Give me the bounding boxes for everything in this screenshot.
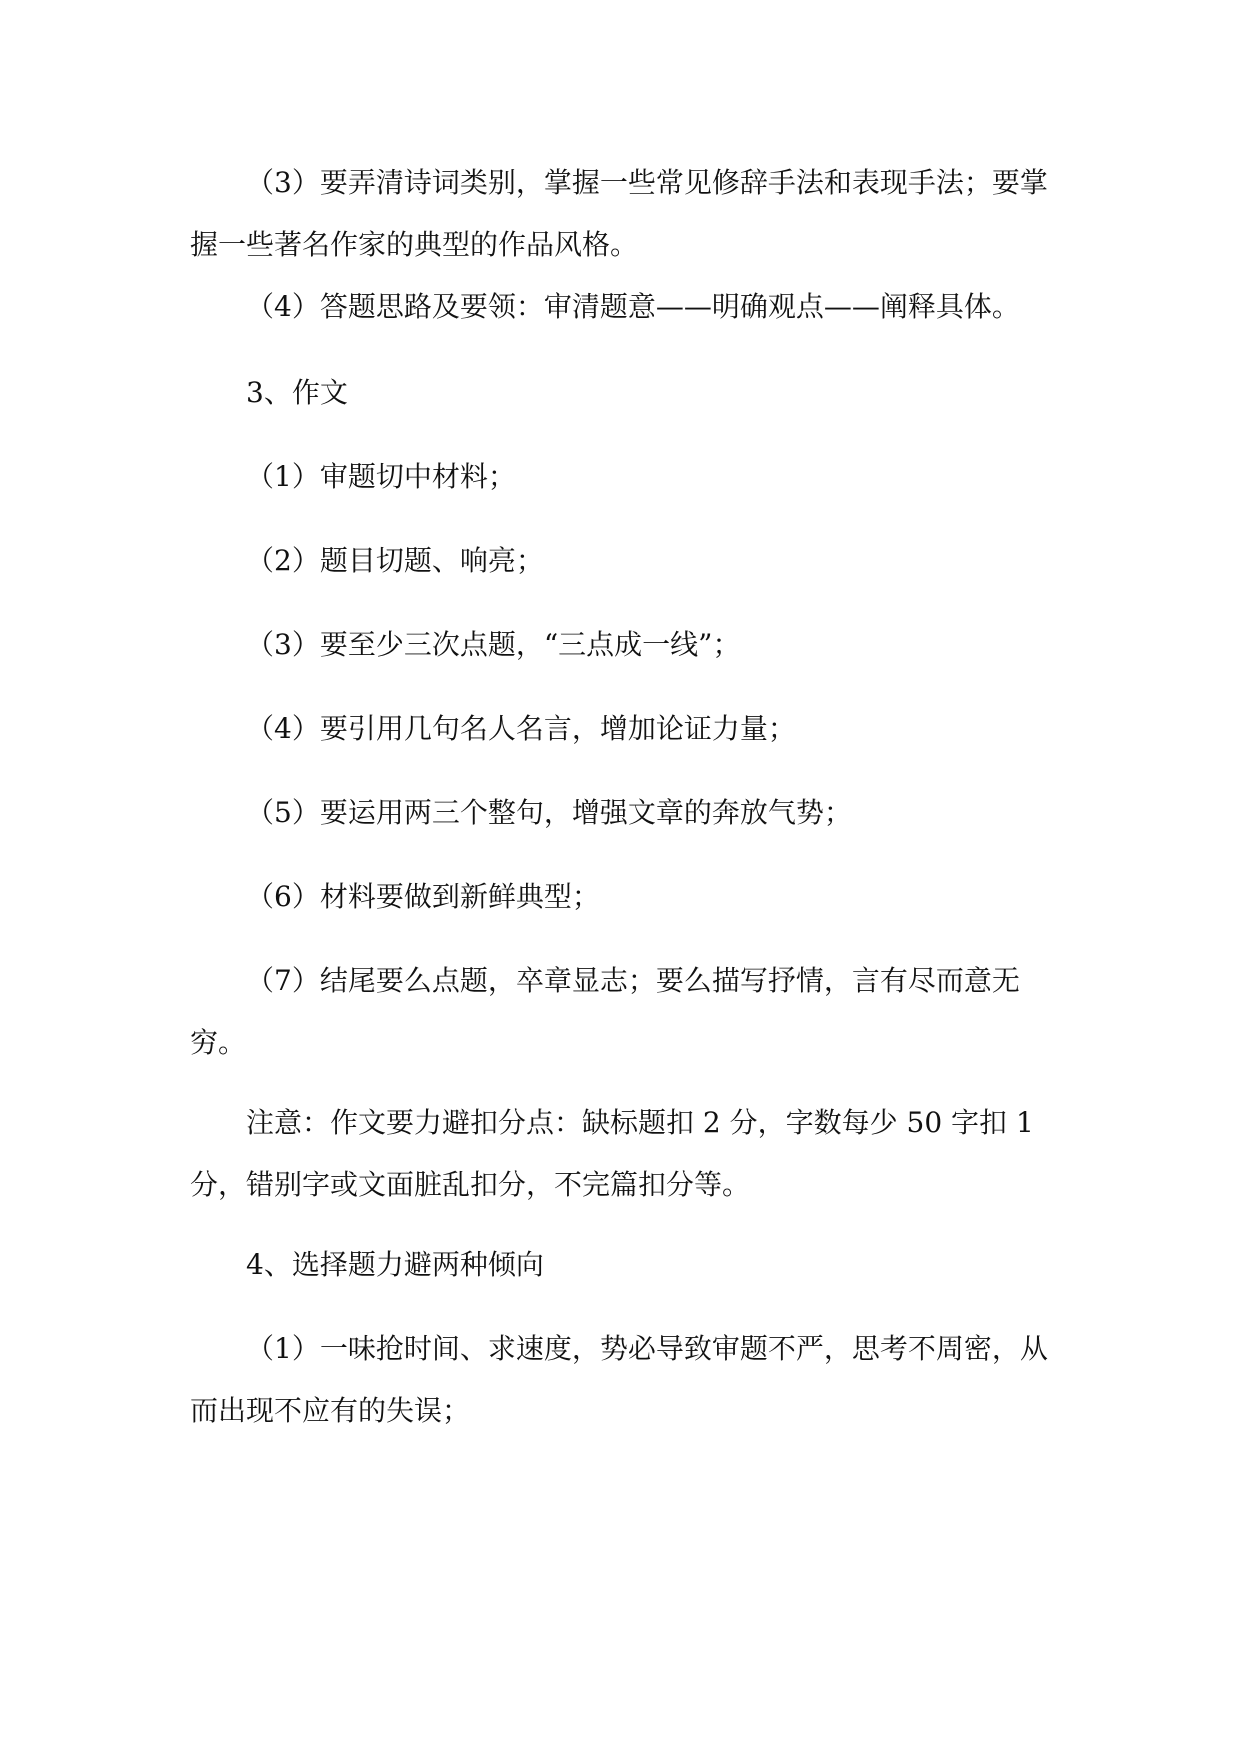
paragraph-poetry-types: （3）要弄清诗词类别，掌握一些常见修辞手法和表现手法；要掌握一些著名作家的典型的作品风格。	[190, 166, 1048, 261]
heading-composition: 3、作文	[246, 376, 348, 409]
paragraph-composition-1: （1）审题切中材料；	[246, 460, 516, 493]
paragraph-composition-6: （6）材料要做到新鲜典型；	[246, 880, 600, 913]
paragraph-answer-approach: （4）答题思路及要领：审清题意——明确观点——阐释具体。	[246, 290, 1020, 323]
paragraph-composition-7: （7）结尾要么点题，卒章显志；要么描写抒情，言有尽而意无穷。	[190, 964, 1020, 1059]
paragraph-composition-2: （2）题目切题、响亮；	[246, 544, 544, 577]
paragraph-composition-3: （3）要至少三次点题，“三点成一线”；	[246, 628, 741, 661]
paragraph-composition-5: （5）要运用两三个整句，增强文章的奔放气势；	[246, 796, 852, 829]
paragraph-composition-4: （4）要引用几句名人名言，增加论证力量；	[246, 712, 796, 745]
paragraph-multiple-choice-1: （1）一味抢时间、求速度，势必导致审题不严，思考不周密，从而出现不应有的失误；	[190, 1332, 1048, 1427]
paragraph-composition-note: 注意：作文要力避扣分点：缺标题扣 2 分，字数每少 50 字扣 1 分，错别字或文面脏乱扣分，不完篇扣分等。	[190, 1106, 1034, 1201]
heading-multiple-choice: 4、选择题力避两种倾向	[246, 1248, 544, 1281]
